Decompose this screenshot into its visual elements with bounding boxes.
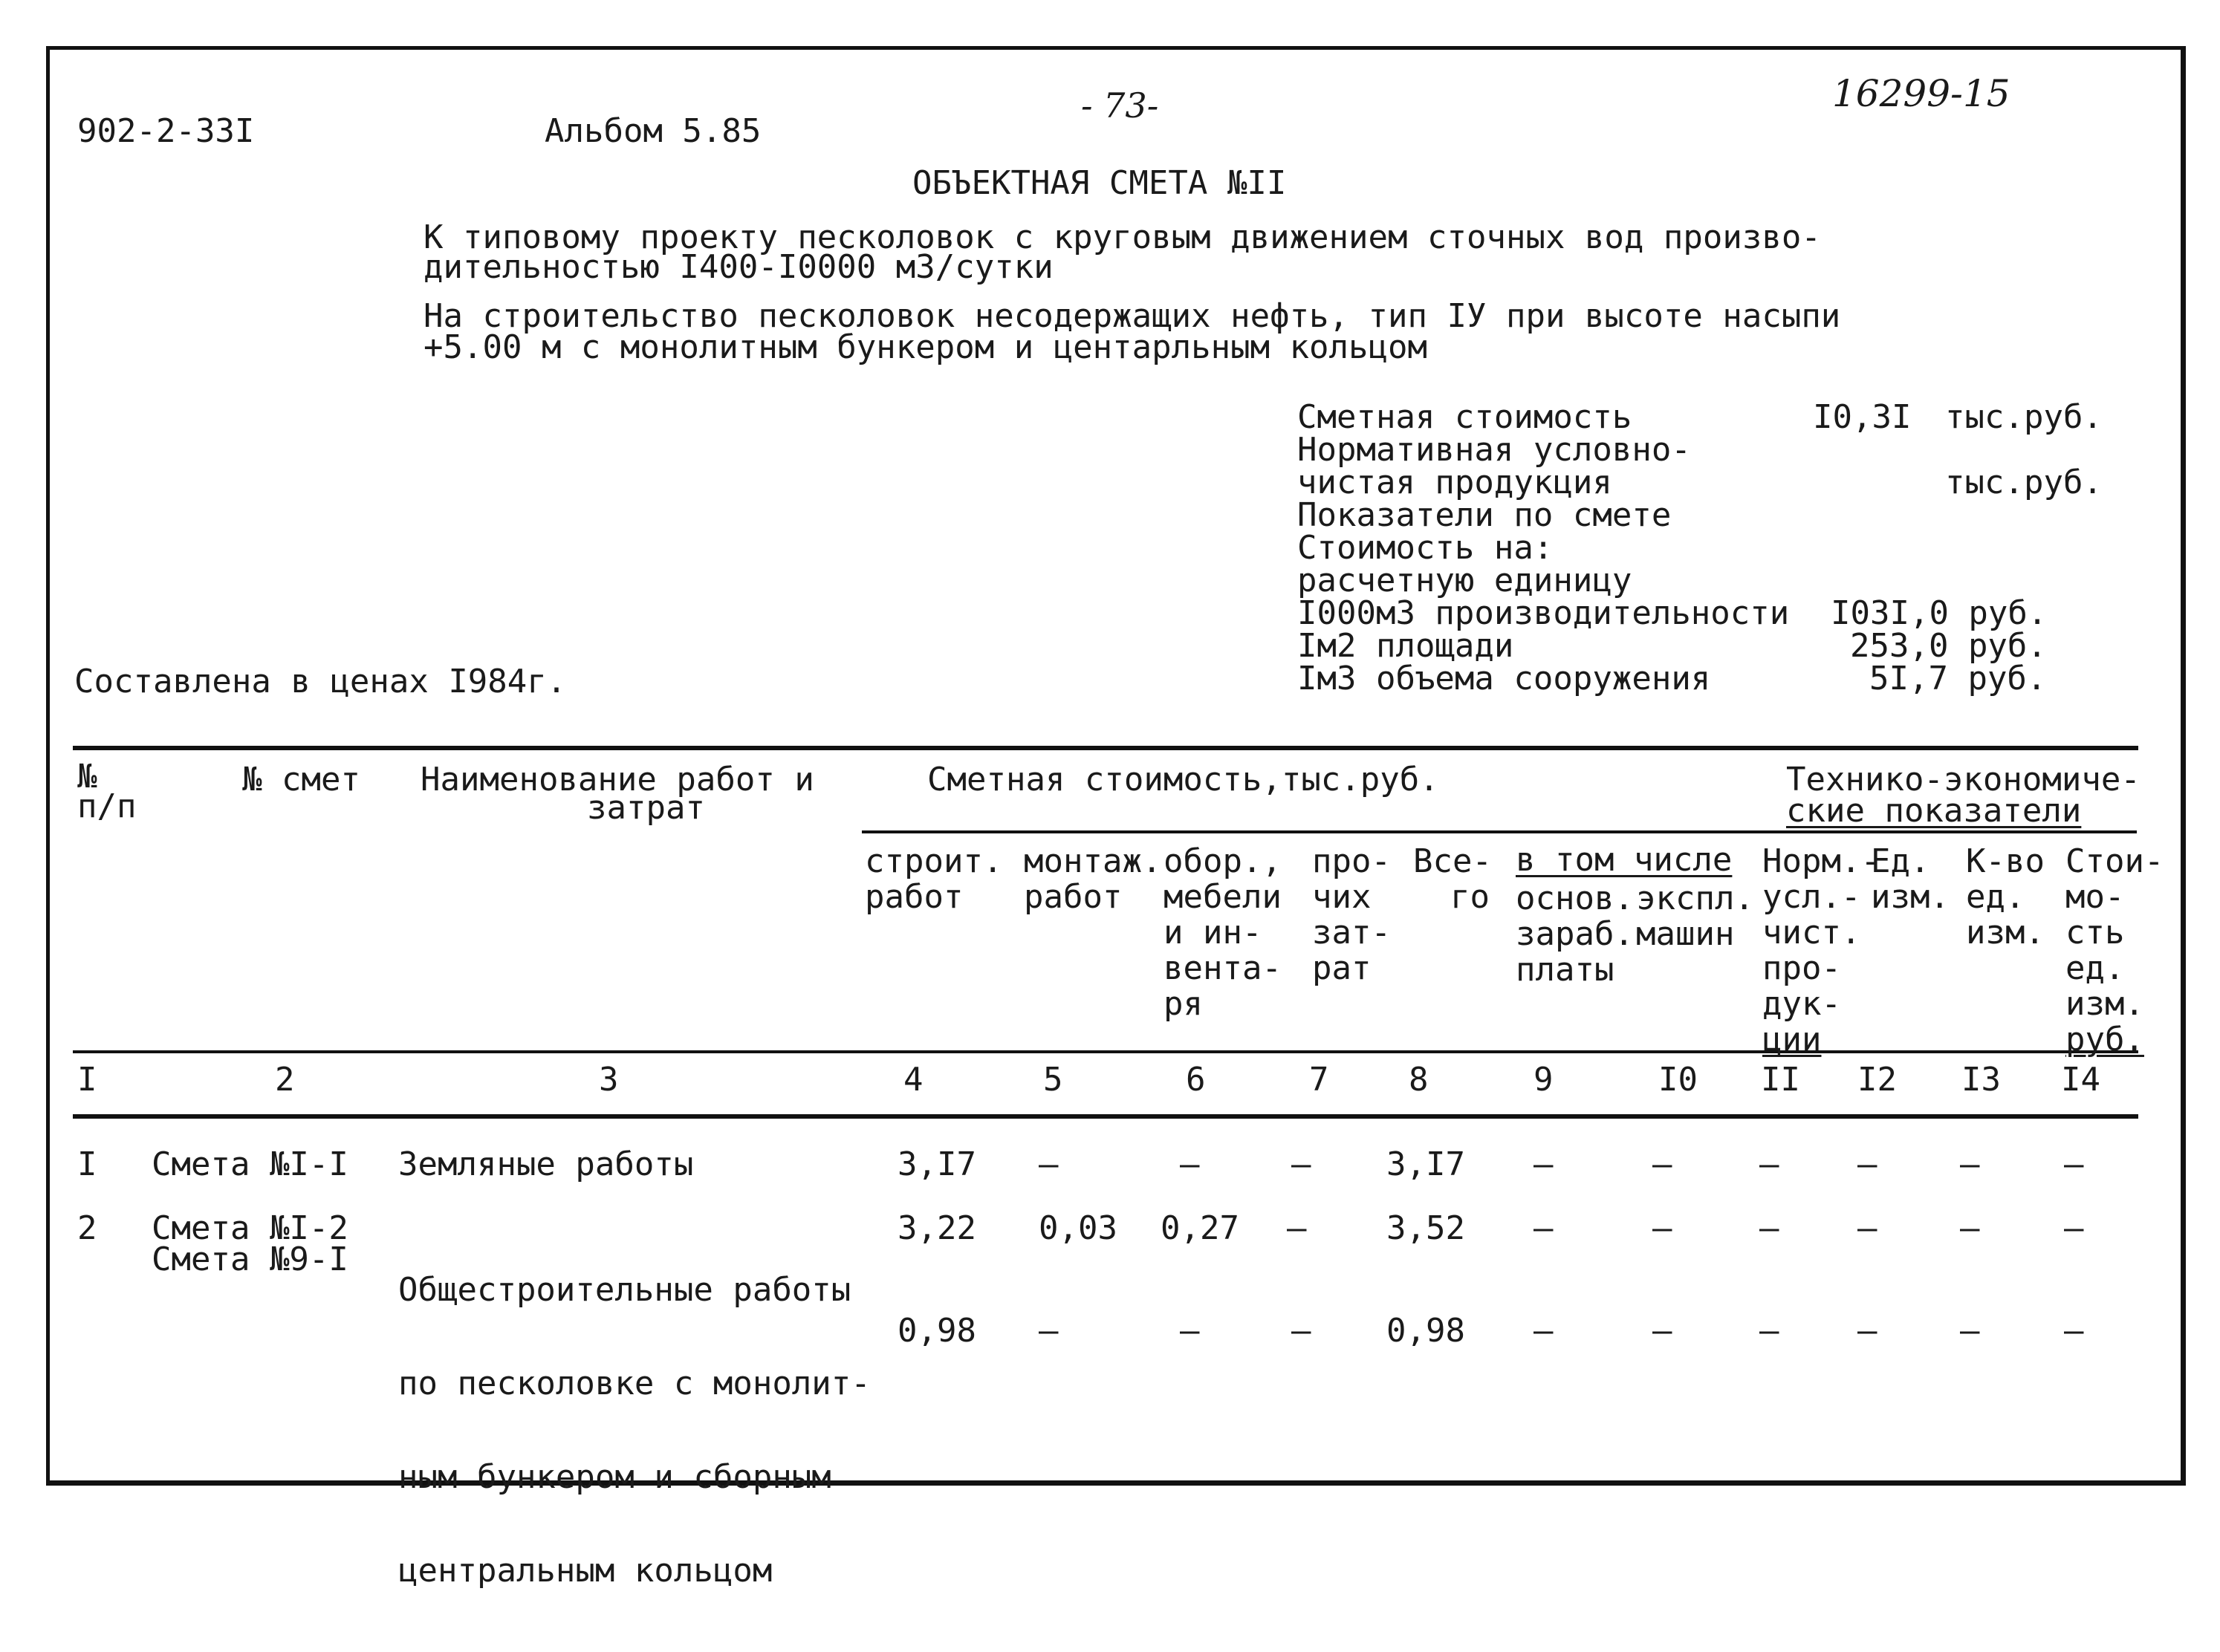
header-name-1: Наименование работ и xyxy=(421,761,814,799)
object-line-2: +5.00 м с монолитным бункером и центарльным кольцом xyxy=(423,328,1428,366)
col-number: I3 xyxy=(1961,1061,2001,1099)
cost-label: Сметная стоимость xyxy=(1297,398,1632,436)
col-number: 9 xyxy=(1533,1061,1554,1099)
cell-machines: – xyxy=(1652,1312,1672,1350)
col-number: I2 xyxy=(1857,1061,1897,1099)
col-number: 8 xyxy=(1409,1061,1429,1099)
cell-construction: 0,98 xyxy=(898,1312,976,1350)
col-number: 4 xyxy=(903,1061,924,1099)
per-m3-label: Iм3 объема сооружения xyxy=(1297,660,1711,697)
cell-total: 0,98 xyxy=(1386,1312,1465,1350)
header-machines: экспл. машин xyxy=(1636,879,1754,953)
per-m3-value: 5I,7 руб. xyxy=(1869,660,2047,697)
cell-unit: – xyxy=(1857,1209,1877,1247)
cell-qty: – xyxy=(1960,1312,1980,1350)
cell-other: – xyxy=(1291,1312,1311,1350)
subject-line-1: К типовому проекту песколовок с круговым движением сточных вод произво- xyxy=(423,218,1821,256)
cell-wages: – xyxy=(1533,1145,1554,1183)
cell-installation: – xyxy=(1039,1312,1059,1350)
header-unit: Ед. изм. xyxy=(1871,842,1950,916)
document-title: ОБЪЕКТНАЯ СМЕТА №II xyxy=(912,164,1287,202)
header-tech-group-1: Технико-экономиче- xyxy=(1786,761,2141,799)
per-m2-label: Iм2 площади xyxy=(1297,627,1514,665)
header-including: в том числе xyxy=(1516,841,1733,879)
header-tech-group-2: ские показатели xyxy=(1786,792,2082,830)
cell-norm-product: – xyxy=(1759,1209,1779,1247)
header-construction: строит. работ xyxy=(865,842,1003,916)
page-number: - 73- xyxy=(1081,85,1159,126)
header-wages: основ. зараб. платы xyxy=(1516,879,1634,989)
header-unit-cost: Стои- мо- сть ед. изм. руб. xyxy=(2065,842,2164,1058)
cell-unit-cost: – xyxy=(2064,1145,2084,1183)
normative-label-2: чистая продукция xyxy=(1297,464,1612,501)
col-number: I xyxy=(77,1061,97,1099)
prices-note: Составлена в ценах I984г. xyxy=(74,663,567,700)
cell-other: – xyxy=(1287,1209,1307,1247)
subject-line-2: дительностью I400-I0000 м3/сутки xyxy=(423,248,1054,286)
col-number: I0 xyxy=(1658,1061,1698,1099)
indicators-label: Показатели по смете xyxy=(1297,496,1672,534)
cost-unit: тыс.руб. xyxy=(1945,398,2103,436)
cell-unit-cost: – xyxy=(2064,1209,2084,1247)
col-number: 5 xyxy=(1043,1061,1063,1099)
cell-machines: – xyxy=(1652,1145,1672,1183)
cell-qty: – xyxy=(1960,1145,1980,1183)
object-line-1: На строительство песколовок несодержащих нефть, тип IУ при высоте насыпи xyxy=(423,297,1841,335)
col-number: 6 xyxy=(1186,1061,1206,1099)
table-top-rule xyxy=(73,746,2138,750)
cell-qty: – xyxy=(1960,1209,1980,1247)
group-rule xyxy=(862,830,2137,833)
cost-value: I0,3I xyxy=(1813,398,1912,436)
row-name: Общестроительные работы по песколовке с монолит- ным бункером и сборным центральным кольцом xyxy=(398,1271,871,1590)
header-num-1: № xyxy=(77,758,97,796)
colnum-bottom-rule xyxy=(73,1114,2138,1119)
header-cost-group: Сметная стоимость,тыс.руб. xyxy=(927,761,1439,799)
doc-code: 902-2-33I xyxy=(77,112,255,150)
per-1000m3-label: I000м3 производительности xyxy=(1297,594,1790,632)
row-estimate: Смета №I-I xyxy=(152,1145,348,1183)
row-num: 2 xyxy=(77,1209,97,1247)
cell-unit-cost: – xyxy=(2064,1312,2084,1350)
row-name: Земляные работы xyxy=(398,1145,694,1183)
unit-label: расчетную единицу xyxy=(1297,562,1632,599)
cell-wages: – xyxy=(1533,1209,1554,1247)
per-m2-value: 253,0 руб. xyxy=(1850,627,2047,665)
header-equipment: обор., мебели и ин- вента- ря xyxy=(1163,842,1282,1023)
row-estimate: Смета №I-2 xyxy=(152,1209,348,1247)
cell-equipment: 0,27 xyxy=(1161,1209,1239,1247)
col-number: 3 xyxy=(599,1061,619,1099)
stamp-number: 16299-15 xyxy=(1832,72,2010,115)
cell-construction: 3,22 xyxy=(898,1209,976,1247)
cell-equipment: – xyxy=(1180,1312,1200,1350)
cell-norm-product: – xyxy=(1759,1312,1779,1350)
row-estimate-2: Смета №9-I xyxy=(152,1240,348,1278)
header-qty: К-во ед. изм. xyxy=(1966,842,2045,952)
cell-installation: 0,03 xyxy=(1039,1209,1117,1247)
cell-unit: – xyxy=(1857,1312,1877,1350)
header-name-2: затрат xyxy=(587,789,705,827)
cell-norm-product: – xyxy=(1759,1145,1779,1183)
cell-total: 3,I7 xyxy=(1386,1145,1465,1183)
header-norm-product: Норм.- усл.- чист. про- дук- ции xyxy=(1762,842,1880,1058)
cell-equipment: – xyxy=(1180,1145,1200,1183)
normative-unit: тыс.руб. xyxy=(1945,464,2103,501)
cell-total: 3,52 xyxy=(1386,1209,1465,1247)
per-1000m3-value: I03I,0 руб. xyxy=(1831,594,2048,632)
album-label: Альбом 5.85 xyxy=(545,112,762,150)
cell-wages: – xyxy=(1533,1312,1554,1350)
cell-construction: 3,I7 xyxy=(898,1145,976,1183)
col-number: 2 xyxy=(275,1061,295,1099)
row-num: I xyxy=(77,1145,97,1183)
header-num-2: п/п xyxy=(77,787,137,825)
col-number: II xyxy=(1761,1061,1800,1099)
cell-machines: – xyxy=(1652,1209,1672,1247)
col-number: I4 xyxy=(2061,1061,2100,1099)
normative-label-1: Нормативная условно- xyxy=(1297,431,1691,469)
col-number: 7 xyxy=(1309,1061,1329,1099)
cost-on-label: Стоимость на: xyxy=(1297,529,1554,567)
cell-unit: – xyxy=(1857,1145,1877,1183)
header-other: про- чих зат- рат xyxy=(1312,842,1391,987)
header-total: Все- го xyxy=(1413,842,1492,916)
cell-installation: – xyxy=(1039,1145,1059,1183)
header-installation: монтаж. работ xyxy=(1024,842,1162,916)
header-estimate-no: № смет xyxy=(242,761,360,799)
cell-other: – xyxy=(1291,1145,1311,1183)
